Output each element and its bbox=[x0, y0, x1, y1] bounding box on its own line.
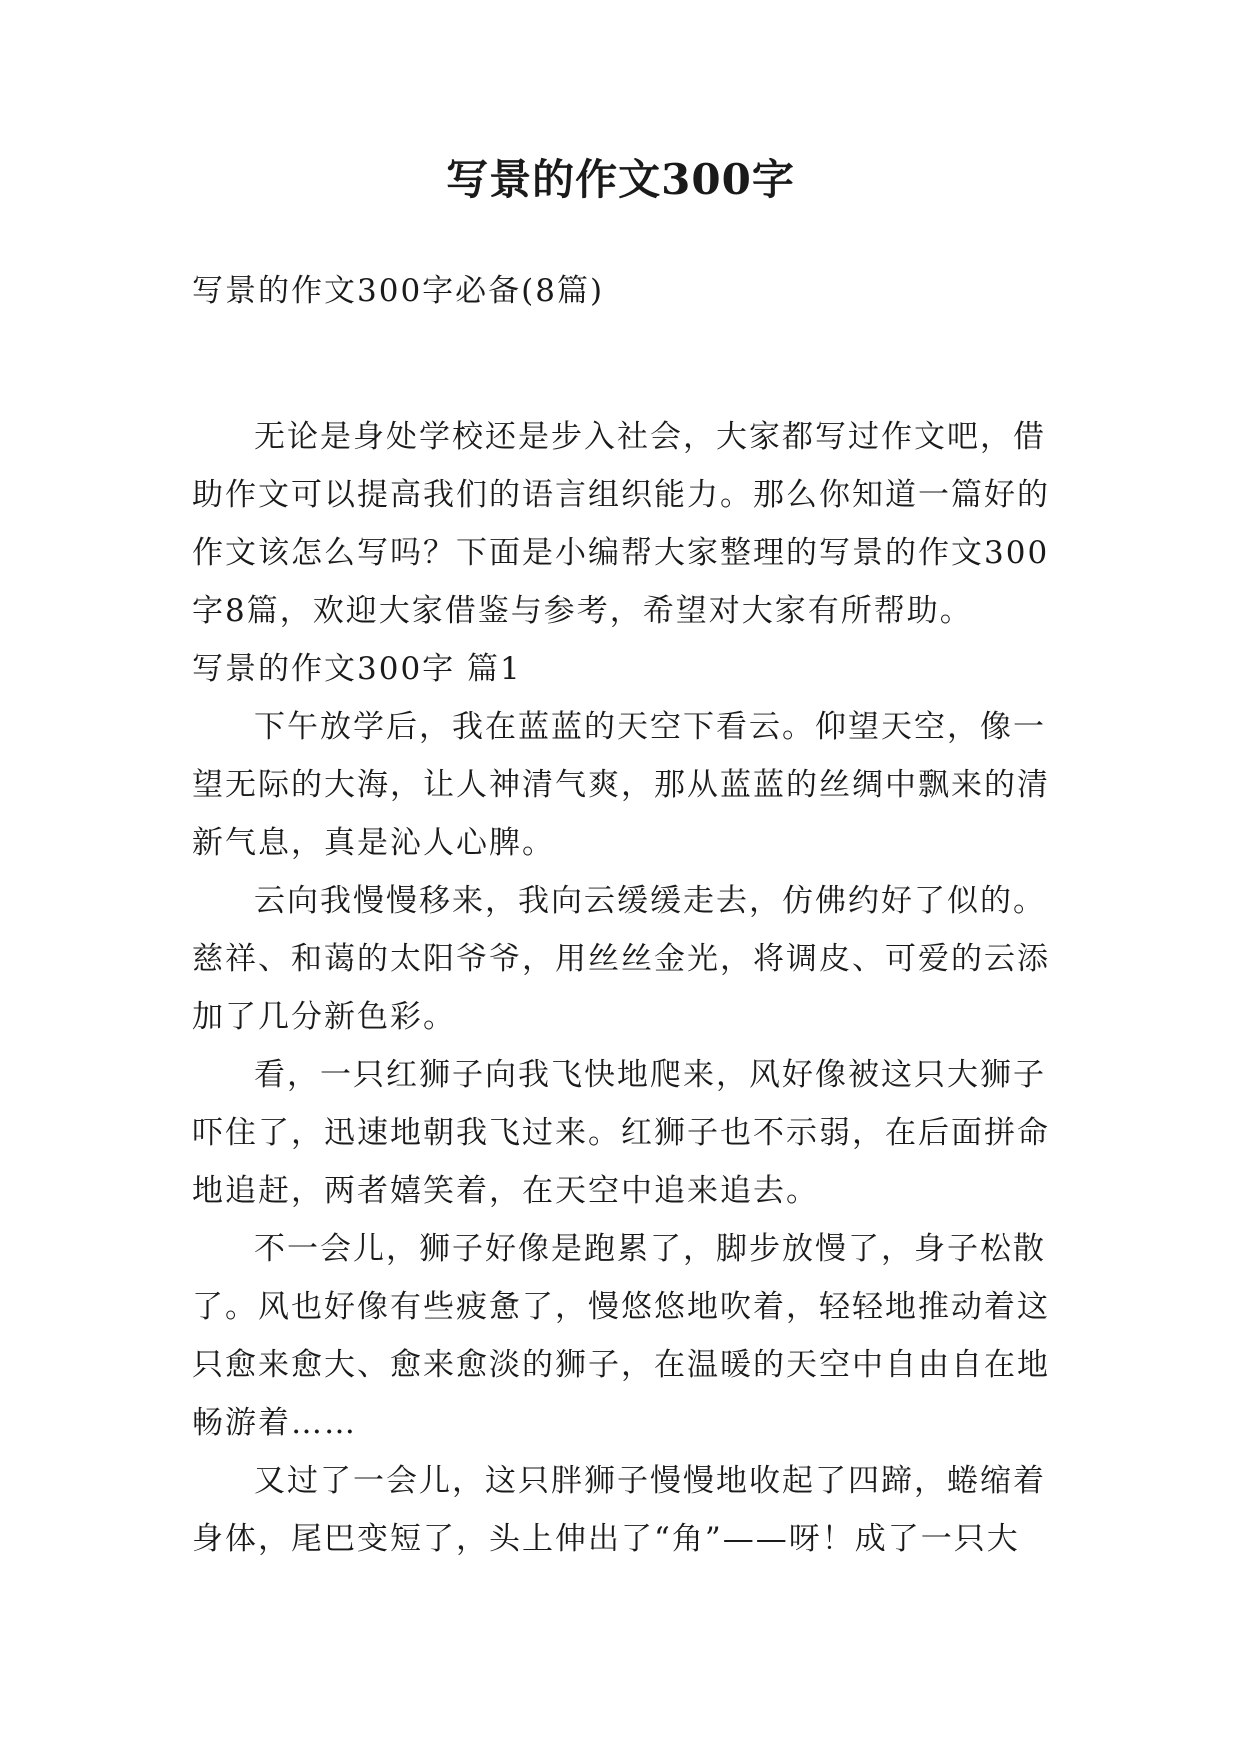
body-paragraph: 不一会儿，狮子好像是跑累了，脚步放慢了，身子松散了。风也好像有些疲惫了，慢悠悠地吹着，轻轻地推动着这只愈来愈大、愈来愈淡的狮子，在温暖的天空中自由自在地畅游着…… bbox=[192, 1231, 1050, 1441]
intro-paragraph: 无论是身处学校还是步入社会，大家都写过作文吧，借助作文可以提高我们的语言组织能力。那么你知道一篇好的作文该怎么写吗？下面是小编帮大家整理的写景的作文300字8篇，欢迎大家借鉴与参考，希望对大家有所帮助。 bbox=[192, 419, 1050, 629]
body-paragraph: 下午放学后，我在蓝蓝的天空下看云。仰望天空，像一望无际的大海，让人神清气爽，那从蓝蓝的丝绸中飘来的清新气息，真是沁人心脾。 bbox=[192, 709, 1050, 861]
body-paragraph: 又过了一会儿，这只胖狮子慢慢地收起了四蹄，蜷缩着身体，尾巴变短了，头上伸出了“角”——呀！成了一只大 bbox=[192, 1463, 1046, 1557]
body-paragraph: 看，一只红狮子向我飞快地爬来，风好像被这只大狮子吓住了，迅速地朝我飞过来。红狮子也不示弱，在后面拼命地追赶，两者嬉笑着，在天空中追来追去。 bbox=[192, 1057, 1050, 1209]
document-subtitle: 写景的作文300字必备(8篇) bbox=[192, 273, 605, 309]
section-heading: 写景的作文300字 篇1 bbox=[192, 651, 522, 687]
document-body bbox=[192, 408, 1052, 1568]
document-title: 写景的作文300字 bbox=[446, 155, 795, 204]
body-paragraph: 云向我慢慢移来，我向云缓缓走去，仿佛约好了似的。慈祥、和蔼的太阳爷爷，用丝丝金光，将调皮、可爱的云添加了几分新色彩。 bbox=[192, 883, 1050, 1035]
